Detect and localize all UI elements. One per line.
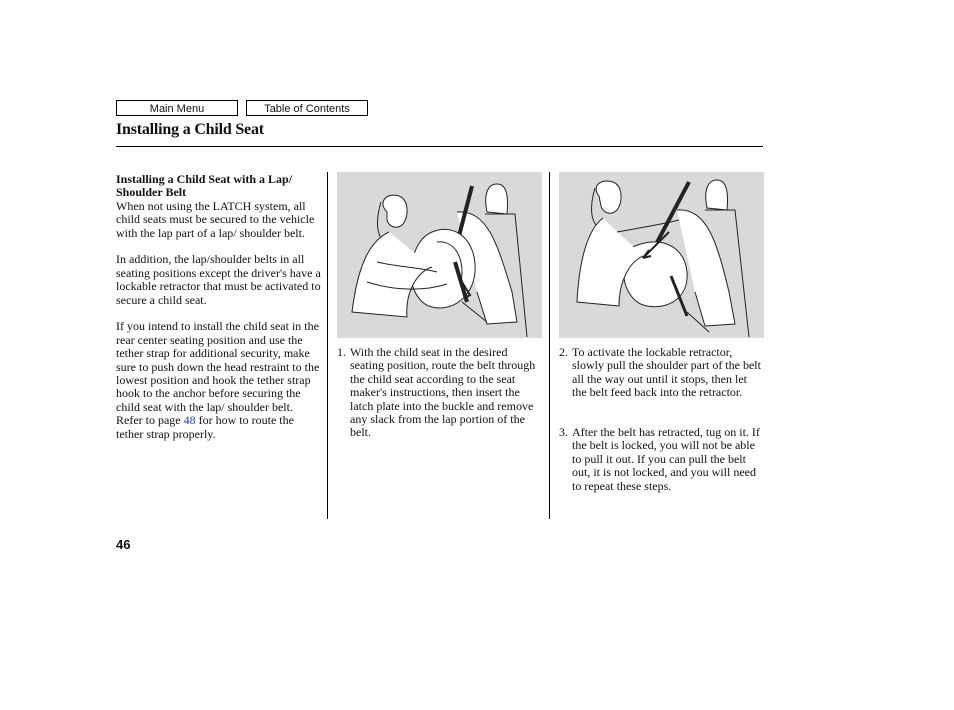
section-subheading: Installing a Child Seat with a Lap/ Shoulder Belt [116,172,293,200]
step-3-number: 3. [559,425,568,439]
column-divider-1 [327,172,328,519]
step-3 [559,426,764,493]
illustration-lock-retractor [559,172,764,338]
page-48-link[interactable]: 48 [183,413,196,428]
paragraph-tether-text-b: for how to route the tether strap properly. [116,413,294,441]
step-1-text: With the child seat in the desired seating position, route the belt through the child seat according to the seat maker's instructions, then insert the latch plate into the buckle and remove any slack from the lap portion of the belt. [350,345,536,440]
step-2-text: To activate the lockable retractor, slowly pull the shoulder part of the belt all the way out until it stops, then let the belt feed back into the retractor. [572,345,761,400]
paragraph-latch: When not using the LATCH system, all child seats must be secured to the vehicle with the lap part of a lap/ shoulder belt. [116,198,315,240]
table-of-contents-button[interactable]: Table of Contents [246,100,368,116]
main-menu-button[interactable]: Main Menu [116,100,238,116]
left-column [116,173,321,454]
child-seat-illustration-1 [337,172,542,338]
step-3-text: After the belt has retracted, tug on it. If the belt is locked, you will not be able to pull it out. If you can pull the belt out, it is not locked, and you will need to repeat these steps. [572,425,760,493]
child-seat-illustration-2 [559,172,764,338]
column-divider-2 [549,172,550,519]
page-number: 46 [116,537,131,552]
step-1 [337,346,542,440]
title-divider [116,146,763,147]
paragraph-tether-text-a: If you intend to install the child seat in the rear center seating position and use the tether strap for additional security, make sure to push down the head restraint to the lowest position and hook the tether strap hook to the anchor before securing the child seat with the lap/ shoulder belt. Refer to page [116,319,320,428]
page-title: Installing a Child Seat [116,121,264,138]
step-2 [559,346,764,400]
paragraph-retractor: In addition, the lap/shoulder belts in all seating positions except the driver's have a lockable retractor that must be activated to secure a child seat. [116,252,321,307]
illustration-route-belt [337,172,542,338]
step-1-number: 1. [337,345,346,359]
paragraph-tether [116,320,321,441]
step-2-number: 2. [559,345,568,359]
